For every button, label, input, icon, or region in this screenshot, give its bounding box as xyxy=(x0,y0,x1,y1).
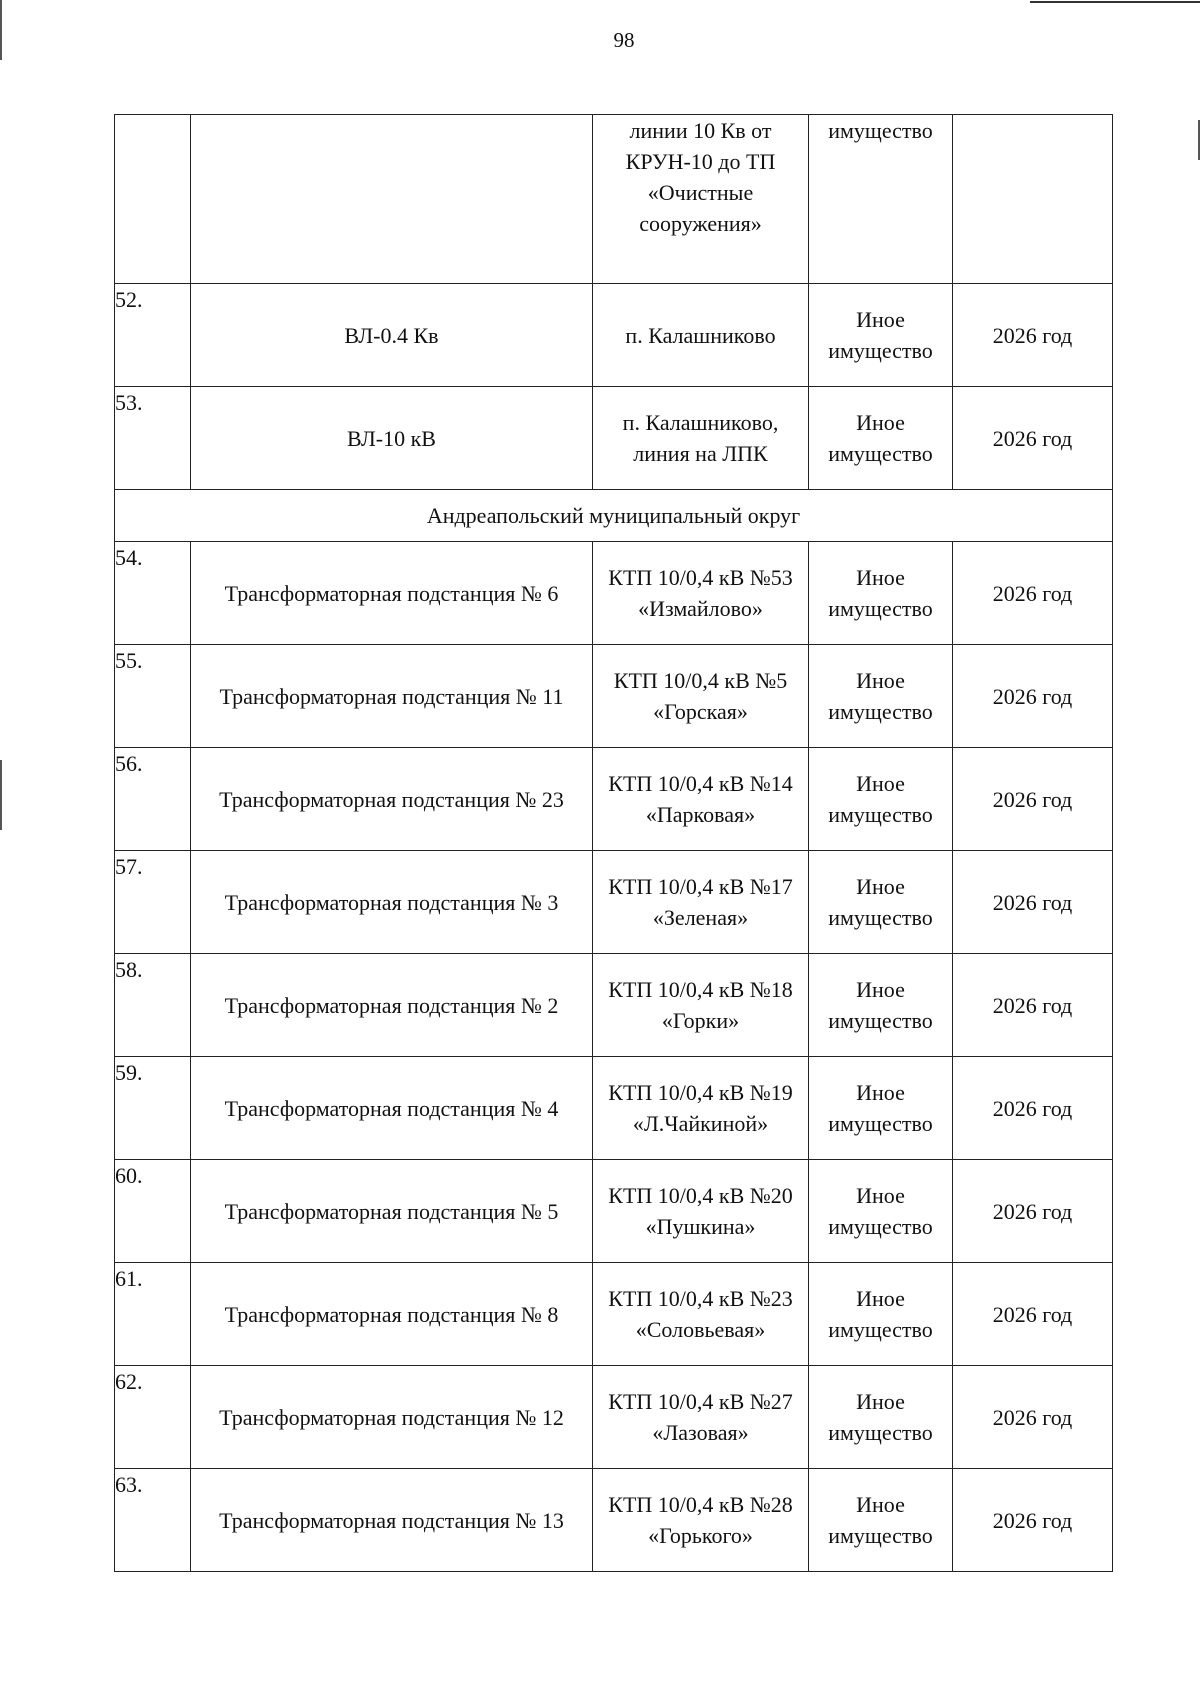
year-cell: 2026 год xyxy=(953,1366,1113,1469)
location-cell xyxy=(593,954,809,1057)
row-number-cell: 54. xyxy=(115,542,191,645)
row-number-cell: 58. xyxy=(115,954,191,1057)
location-line: «Горького» xyxy=(648,1523,753,1548)
location-cell xyxy=(593,748,809,851)
table-row xyxy=(115,1469,1113,1572)
table-row xyxy=(115,542,1113,645)
location-cell xyxy=(593,1469,809,1572)
property-type-line: имущество xyxy=(828,905,933,930)
year-cell: 2026 год xyxy=(953,542,1113,645)
year-cell: 2026 год xyxy=(953,851,1113,954)
location-cell xyxy=(593,115,809,284)
property-type-cell xyxy=(809,748,953,851)
property-type-line: Иное xyxy=(856,565,905,590)
table-row xyxy=(115,1057,1113,1160)
property-type-line: имущество xyxy=(828,802,933,827)
section-title: Андреапольский муниципальный округ xyxy=(115,490,1113,542)
property-type-line: Иное xyxy=(856,1492,905,1517)
property-type-line: Иное xyxy=(856,1080,905,1105)
location-line: «Горская» xyxy=(653,699,748,724)
object-name-cell: Трансформаторная подстанция № 5 xyxy=(191,1160,593,1263)
property-type-line: Иное xyxy=(856,410,905,435)
property-type-line: имущество xyxy=(828,118,933,143)
object-name-cell xyxy=(191,115,593,284)
location-cell xyxy=(593,1057,809,1160)
location-line: «Горки» xyxy=(661,1008,740,1033)
page-number: 98 xyxy=(613,28,635,52)
table-body xyxy=(115,115,1113,1572)
year-cell: 2026 год xyxy=(953,1057,1113,1160)
year-cell: 2026 год xyxy=(953,954,1113,1057)
property-type-line: Иное xyxy=(856,1286,905,1311)
year-cell: 2026 год xyxy=(953,1469,1113,1572)
location-line: «Лазовая» xyxy=(652,1420,749,1445)
table-row xyxy=(115,851,1113,954)
object-name-cell: Трансформаторная подстанция № 4 xyxy=(191,1057,593,1160)
object-name-cell: Трансформаторная подстанция № 6 xyxy=(191,542,593,645)
location-line: «Л.Чайкиной» xyxy=(632,1111,769,1136)
row-number-cell: 52. xyxy=(115,284,191,387)
year-cell: 2026 год xyxy=(953,748,1113,851)
property-type-line: Иное xyxy=(856,1183,905,1208)
location-cell xyxy=(593,284,809,387)
object-name-cell: Трансформаторная подстанция № 2 xyxy=(191,954,593,1057)
property-type-cell xyxy=(809,115,953,284)
property-type-line: имущество xyxy=(828,1214,933,1239)
row-number-cell: 61. xyxy=(115,1263,191,1366)
location-line: п. Калашниково xyxy=(625,322,776,348)
row-number-cell: 53. xyxy=(115,387,191,490)
table-row xyxy=(115,115,1113,284)
row-number-cell: 55. xyxy=(115,645,191,748)
property-type-line: Иное xyxy=(856,1389,905,1414)
property-type-line: имущество xyxy=(828,1420,933,1445)
location-line: «Соловьевая» xyxy=(635,1317,766,1342)
table-row xyxy=(115,645,1113,748)
property-type-line: имущество xyxy=(828,441,933,466)
property-type-cell xyxy=(809,1366,953,1469)
table-row xyxy=(115,954,1113,1057)
row-number-cell: 60. xyxy=(115,1160,191,1263)
property-type-cell xyxy=(809,542,953,645)
property-type-line: Иное xyxy=(856,874,905,899)
row-number-cell: 59. xyxy=(115,1057,191,1160)
location-line: КТП 10/0,4 кВ №27 xyxy=(608,1389,793,1414)
location-line: п. Калашниково, xyxy=(622,410,779,435)
object-name-cell: ВЛ-0.4 Кв xyxy=(191,284,593,387)
property-type-cell xyxy=(809,1263,953,1366)
year-cell: 2026 год xyxy=(953,1160,1113,1263)
row-number-cell: 57. xyxy=(115,851,191,954)
row-number-cell: 62. xyxy=(115,1366,191,1469)
property-table xyxy=(114,114,1113,1572)
property-type-cell xyxy=(809,1160,953,1263)
year-cell: 2026 год xyxy=(953,645,1113,748)
property-type-cell xyxy=(809,284,953,387)
location-cell xyxy=(593,645,809,748)
object-name-cell: Трансформаторная подстанция № 8 xyxy=(191,1263,593,1366)
property-type-line: имущество xyxy=(828,1317,933,1342)
property-type-line: имущество xyxy=(828,1111,933,1136)
year-cell: 2026 год xyxy=(953,387,1113,490)
scan-edge-top xyxy=(1030,1,1200,3)
location-line: «Измайлово» xyxy=(638,596,763,621)
property-type-line: Иное xyxy=(856,771,905,796)
location-cell xyxy=(593,1263,809,1366)
location-line: КТП 10/0,4 кВ №17 xyxy=(608,874,793,899)
table-row xyxy=(115,387,1113,490)
property-type-cell xyxy=(809,954,953,1057)
year-cell: 2026 год xyxy=(953,1263,1113,1366)
location-cell xyxy=(593,387,809,490)
location-cell xyxy=(593,542,809,645)
location-line: линии 10 Кв от xyxy=(629,118,772,143)
property-type-line: Иное xyxy=(856,307,905,332)
section-header-row xyxy=(115,490,1113,542)
property-type-line: имущество xyxy=(828,1008,933,1033)
location-cell xyxy=(593,851,809,954)
location-line: линия на ЛПК xyxy=(633,441,768,466)
property-type-cell xyxy=(809,851,953,954)
location-line: КТП 10/0,4 кВ №18 xyxy=(608,977,793,1002)
location-cell xyxy=(593,1366,809,1469)
property-type-line: имущество xyxy=(828,596,933,621)
row-number-cell: 63. xyxy=(115,1469,191,1572)
location-cell xyxy=(593,1160,809,1263)
object-name-cell: ВЛ-10 кВ xyxy=(191,387,593,490)
property-type-cell xyxy=(809,645,953,748)
object-name-cell: Трансформаторная подстанция № 11 xyxy=(191,645,593,748)
property-type-cell xyxy=(809,387,953,490)
row-number-cell xyxy=(115,115,191,284)
year-cell: 2026 год xyxy=(953,284,1113,387)
year-cell xyxy=(953,115,1113,284)
table-row xyxy=(115,748,1113,851)
scan-edge-left xyxy=(0,760,2,830)
location-line: сооружения» xyxy=(639,211,762,236)
object-name-cell: Трансформаторная подстанция № 13 xyxy=(191,1469,593,1572)
location-line: «Очистные xyxy=(647,180,754,205)
location-line: КРУН-10 до ТП xyxy=(625,149,776,174)
location-line: КТП 10/0,4 кВ №23 xyxy=(608,1286,793,1311)
location-line: «Пушкина» xyxy=(645,1214,756,1239)
property-type-line: имущество xyxy=(828,699,933,724)
property-type-line: Иное xyxy=(856,977,905,1002)
location-line: КТП 10/0,4 кВ №14 xyxy=(608,771,793,796)
property-type-line: имущество xyxy=(828,338,933,363)
location-line: «Парковая» xyxy=(645,802,756,827)
table-row xyxy=(115,284,1113,387)
object-name-cell: Трансформаторная подстанция № 12 xyxy=(191,1366,593,1469)
location-line: КТП 10/0,4 кВ №28 xyxy=(608,1492,793,1517)
location-line: КТП 10/0,4 кВ №19 xyxy=(608,1080,793,1105)
property-type-line: Иное xyxy=(856,668,905,693)
location-line: КТП 10/0,4 кВ №5 xyxy=(613,668,788,693)
property-type-cell xyxy=(809,1057,953,1160)
row-number-cell: 56. xyxy=(115,748,191,851)
table-row xyxy=(115,1263,1113,1366)
table-row xyxy=(115,1366,1113,1469)
location-line: КТП 10/0,4 кВ №20 xyxy=(608,1183,793,1208)
location-line: КТП 10/0,4 кВ №53 xyxy=(608,565,793,590)
object-name-cell: Трансформаторная подстанция № 23 xyxy=(191,748,593,851)
location-line: «Зеленая» xyxy=(652,905,749,930)
property-type-cell xyxy=(809,1469,953,1572)
table-row xyxy=(115,1160,1113,1263)
object-name-cell: Трансформаторная подстанция № 3 xyxy=(191,851,593,954)
property-type-line: имущество xyxy=(828,1523,933,1548)
